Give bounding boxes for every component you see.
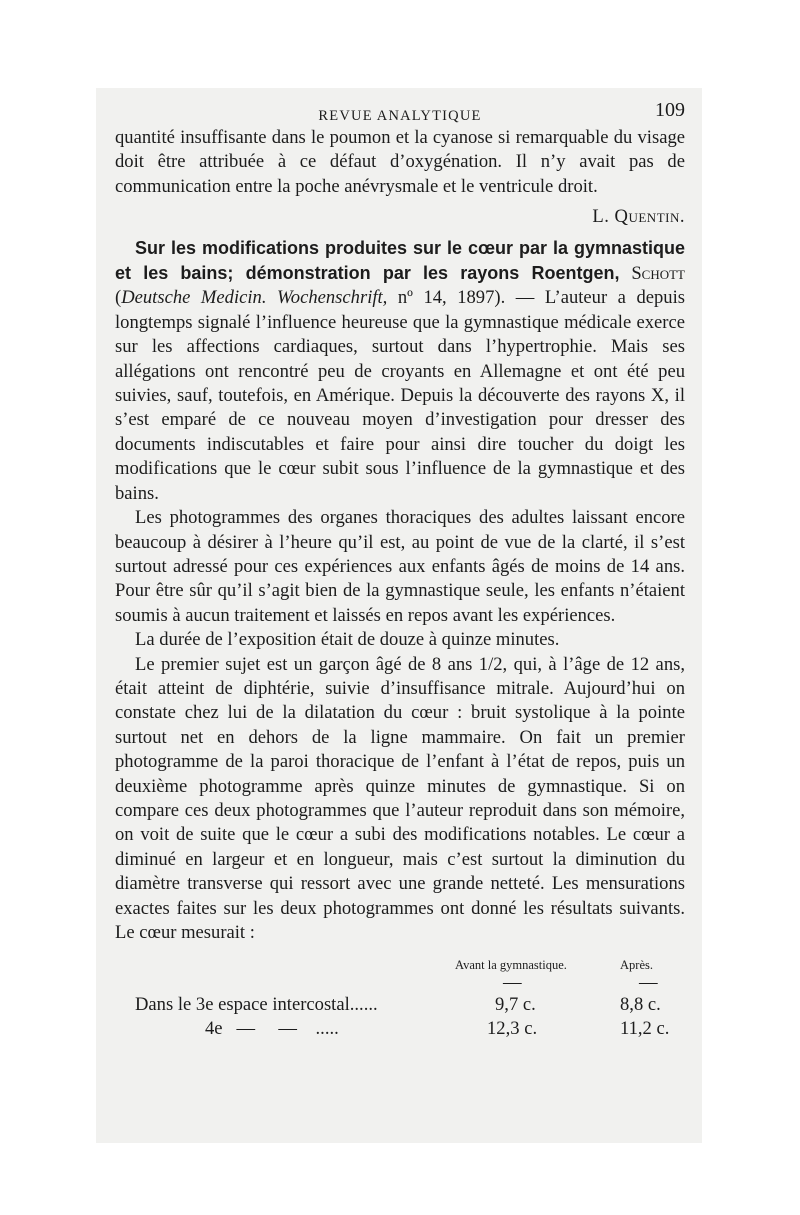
table-dashes <box>115 973 685 993</box>
dash-after: — <box>639 972 658 994</box>
journal-name: Deutsche Medicin. Wochenschrift, <box>121 287 388 309</box>
citation-open: ( <box>115 287 122 309</box>
dash-before: — <box>503 972 522 994</box>
article-body: nº 14, 1897). — L’auteur a depuis longtemps signalé l’influence heureuse que la gymnastique médicale exerce sur les affections cardiaques, surtout dans l’hypertrophie. Mais ses allégations ont rencontré peu de croyants en Allemagne et ont été peu suivies, sauf, toutefois, en Amérique. Depuis la découverte des rayons X, il s’est emparé de ce nouveau moyen d’investigation pour dresser des documents indiscutables et faire pour ainsi dire toucher du doigt les modifications que le cœur subit sous l’influence de la gymnastique et des bains. <box>115 287 685 504</box>
table-header <box>115 951 685 973</box>
body-paragraph-1: Les photogrammes des organes thoraciques des adultes laissant encore beaucoup à désirer à l’heure qu’il est, au point de vue de la clarté, il s’est surtout adressé pour ces expériences aux enfants âgés de moins de 14 ans. Pour être sûr qu’il s’agit bien de la gymnastique seule, les enfants n’étaient soumis à aucun traitement et laissés en repos avant les expériences. <box>115 507 685 626</box>
column-before: Avant la gymnastique. <box>455 958 567 973</box>
body-paragraph-3: Le premier sujet est un garçon âgé de 8 ans 1/2, qui, à l’âge de 12 ans, était atteint de diphtérie, suivie d’insuffisance mitrale. Aujourd’hui on constate chez lui de la dilatation du cœur : bruit systolique à la pointe surtout net en dehors de la ligne mammaire. On fait un premier photogramme de la paroi thoracique de l’enfant à l’état de repos, puis un deuxième photogramme après quinze minutes de gymnastique. Si on compare ces deux photogrammes que l’auteur reproduit dans son mémoire, on voit de suite que le cœur a subi des modifications notables. Le cœur a diminué en largeur et en longueur, mais c’est surtout la diminution du diamètre transverse qui ressort avec une grande netteté. Les mensurations exactes faites sur les deux photogrammes ont donné les résultats suivants. Le cœur mesurait : <box>115 653 685 943</box>
row-label: 4e — — ..... <box>205 1018 339 1040</box>
value-after: 8,8 c. <box>620 994 661 1016</box>
intro-paragraph: quantité insuffisante dans le poumon et la cyanose si remarquable du visage doit être attribuée à ce défaut d’oxygénation. Il n’y avait pas de communication entre la poche anévrysmale et le ventricule droit. <box>115 127 685 197</box>
value-before: 12,3 c. <box>487 1018 538 1040</box>
column-after: Après. <box>620 958 653 973</box>
value-after: 11,2 c. <box>620 1018 670 1040</box>
running-header <box>115 98 685 124</box>
value-before: 9,7 c. <box>495 994 536 1016</box>
table-row <box>115 993 685 1017</box>
page-number: 109 <box>655 99 685 121</box>
running-title: REVUE ANALYTIQUE <box>318 108 482 124</box>
article-paragraph <box>115 236 685 506</box>
article-title: Sur les modifications produites sur le cœur par la gymnastique et les bains; démonstration par les rayons Roentgen, <box>115 237 685 284</box>
page-content <box>115 98 685 1041</box>
row-label: Dans le 3e espace intercostal...... <box>135 994 378 1016</box>
body-paragraph-2: La durée de l’exposition était de douze à quinze minutes. <box>135 629 560 651</box>
signature: L. Quentin. <box>592 206 685 228</box>
article-author: Schott <box>631 263 685 285</box>
table-row <box>115 1017 685 1041</box>
